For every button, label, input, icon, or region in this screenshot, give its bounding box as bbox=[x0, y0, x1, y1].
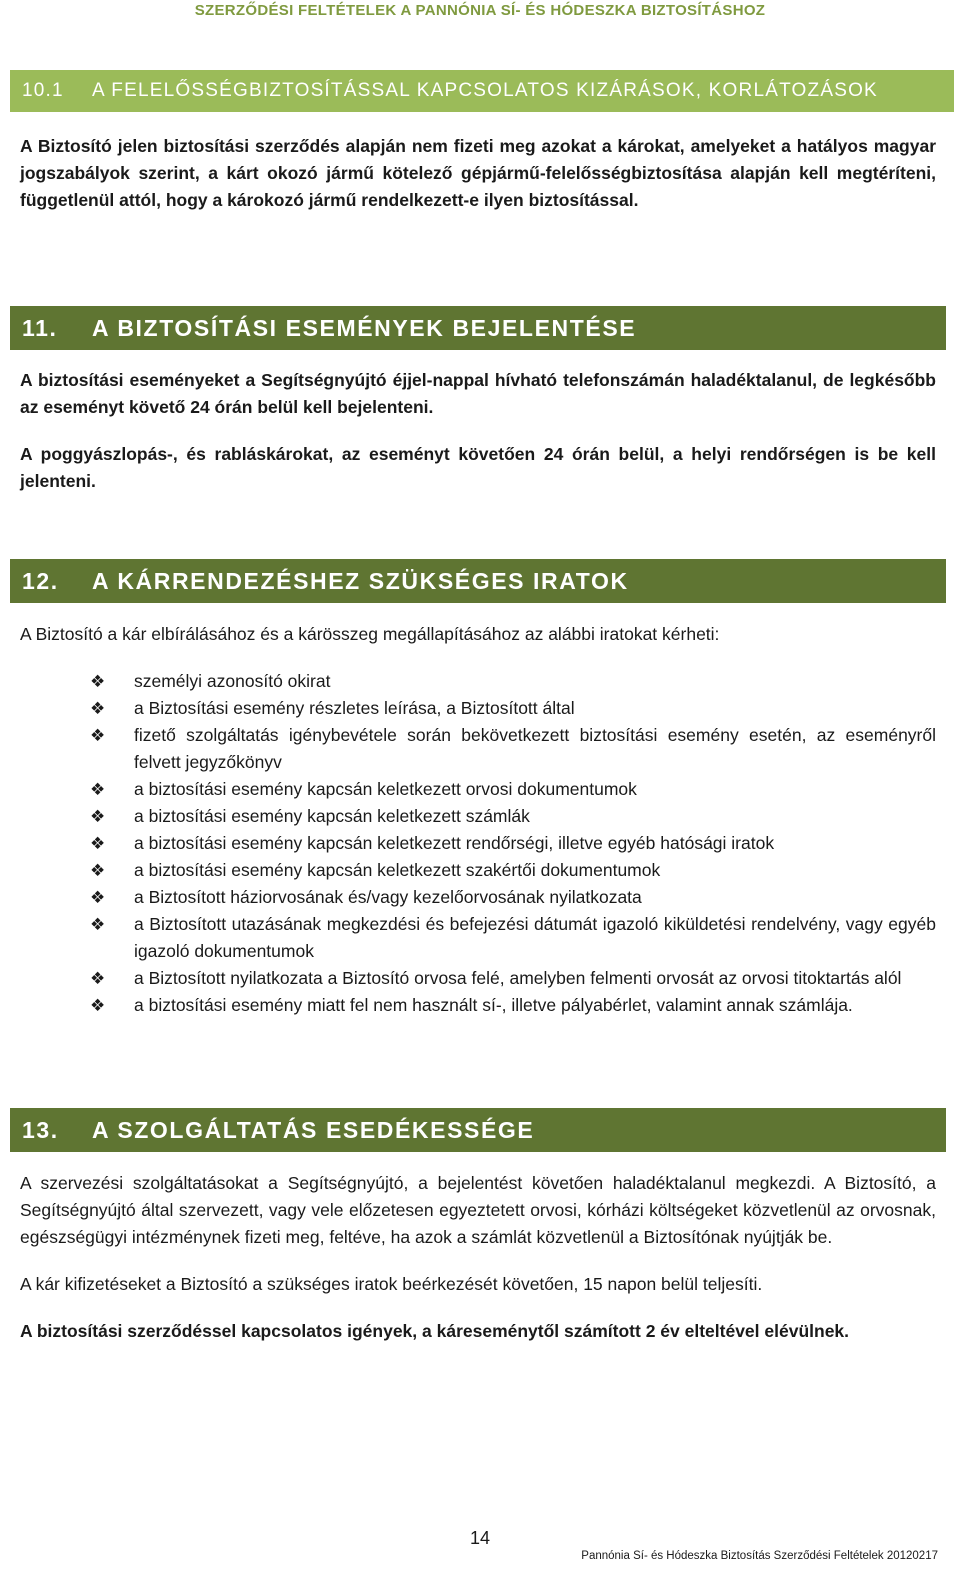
list-item: ❖ a biztosítási esemény kapcsán keletkezett rendőrségi, illetve egyéb hatósági iratok bbox=[90, 830, 936, 857]
section-number: 11. bbox=[22, 315, 58, 341]
documents-intro: A Biztosító a kár elbírálásához és a kárösszeg megállapításához az alábbi iratokat kérheti: bbox=[20, 624, 720, 644]
diamond-bullet-icon: ❖ bbox=[90, 726, 106, 745]
page-number: 14 bbox=[469, 1528, 491, 1548]
diamond-bullet-icon: ❖ bbox=[90, 861, 106, 880]
diamond-bullet-icon: ❖ bbox=[90, 807, 106, 826]
list-item: ❖ fizető szolgáltatás igénybevétele során bekövetkezett biztosítási esemény esetén, az eseményről felvett jegyzőkönyv bbox=[90, 722, 936, 776]
list-item: ❖ a Biztosítási esemény részletes leírása, a Biztosított által bbox=[90, 695, 936, 722]
diamond-bullet-icon: ❖ bbox=[90, 888, 106, 907]
section-number: 13. bbox=[22, 1117, 59, 1143]
section-13-heading bbox=[10, 1108, 946, 1152]
service-due-paragraph-2: A kár kifizetéseket a Biztosító a szükséges iratok beérkezését követően, 15 napon belül teljesíti. bbox=[20, 1274, 763, 1294]
section-title: A BIZTOSÍTÁSI ESEMÉNYEK BEJELENTÉSE bbox=[92, 315, 637, 341]
list-item: ❖ a Biztosított nyilatkozata a Biztosító orvosa felé, amelyben felmenti orvosát az orvosi titoktartás alól bbox=[90, 965, 936, 992]
section-number: 10.1 bbox=[22, 80, 64, 101]
section-number: 12. bbox=[22, 568, 59, 594]
diamond-bullet-icon: ❖ bbox=[90, 996, 106, 1015]
limitation-paragraph: A biztosítási szerződéssel kapcsolatos igények, a káreseménytől számított 2 év elteltével elévülnek. bbox=[20, 1321, 850, 1341]
section-title: A SZOLGÁLTATÁS ESEDÉKESSÉGE bbox=[92, 1117, 535, 1143]
list-item: ❖ a biztosítási esemény kapcsán keletkezett számlák bbox=[90, 803, 936, 830]
diamond-bullet-icon: ❖ bbox=[90, 699, 106, 718]
required-documents-list bbox=[90, 668, 936, 1019]
subsection-10-1-heading bbox=[10, 70, 954, 112]
footer-document-title: Pannónia Sí- és Hódeszka Biztosítás Szerződési Feltételek 20120217 bbox=[581, 1550, 938, 1562]
section-title: A FELELŐSSÉGBIZTOSÍTÁSSAL KAPCSOLATOS KIZÁRÁSOK, KORLÁTOZÁSOK bbox=[92, 80, 878, 101]
diamond-bullet-icon: ❖ bbox=[90, 969, 106, 988]
list-item: ❖ a biztosítási esemény kapcsán keletkezett orvosi dokumentumok bbox=[90, 776, 936, 803]
list-item: ❖ a Biztosított utazásának megkezdési és befejezési dátumát igazoló kiküldetési rendelvény, vagy egyéb igazoló dokumentumok bbox=[90, 911, 936, 965]
list-item: ❖ a Biztosított háziorvosának és/vagy kezelőorvosának nyilatkozata bbox=[90, 884, 936, 911]
list-item: ❖ személyi azonosító okirat bbox=[90, 668, 936, 695]
diamond-bullet-icon: ❖ bbox=[90, 834, 106, 853]
service-due-paragraph-1: A szervezési szolgáltatásokat a Segítségnyújtó, a bejelentést követően haladéktalanul megkezdi. A Biztosító, a Segítségnyújtó által szervezett, vagy vele előzetesen egyeztetett orvosi, kórházi költségeket közvetlenül az orvosnak, egészségügyi intézménynek fizeti meg, feltéve, ha azok a számlát közvetlenül a Biztosítónak nyújtják be. bbox=[20, 1173, 936, 1247]
liability-exclusion-paragraph: A Biztosító jelen biztosítási szerződés alapján nem fizeti meg azokat a károkat, amelyeket a hatályos magyar jogszabályok szerint, a kárt okozó jármű kötelező gépjármű-felelősségbiztosítása alapján kell megtéríteni, függetlenül attól, hogy a károkozó jármű rendelkezett-e ilyen biztosítással. bbox=[20, 136, 936, 210]
reporting-paragraph-2: A poggyászlopás-, és rabláskárokat, az eseményt követően 24 órán belül, a helyi rendőrségen is be kell jelenteni. bbox=[20, 444, 936, 491]
list-item: ❖ a biztosítási esemény miatt fel nem használt sí-, illetve pályabérlet, valamint annak számlája. bbox=[90, 992, 936, 1019]
diamond-bullet-icon: ❖ bbox=[90, 780, 106, 799]
diamond-bullet-icon: ❖ bbox=[90, 915, 106, 934]
reporting-paragraph-1: A biztosítási eseményeket a Segítségnyújtó éjjel-nappal hívható telefonszámán haladéktalanul, de legkésőbb az eseményt követő 24 órán belül kell bejelenteni. bbox=[20, 370, 936, 417]
running-header: SZERZŐDÉSI FELTÉTELEK A PANNÓNIA SÍ- ÉS HÓDESZKA BIZTOSÍTÁSHOZ bbox=[194, 2, 766, 19]
section-12-heading bbox=[10, 559, 946, 603]
list-item: ❖ a biztosítási esemény kapcsán keletkezett szakértői dokumentumok bbox=[90, 857, 936, 884]
section-11-heading bbox=[10, 306, 946, 350]
diamond-bullet-icon: ❖ bbox=[90, 672, 106, 691]
section-title: A KÁRRENDEZÉSHEZ SZÜKSÉGES IRATOK bbox=[92, 568, 629, 594]
